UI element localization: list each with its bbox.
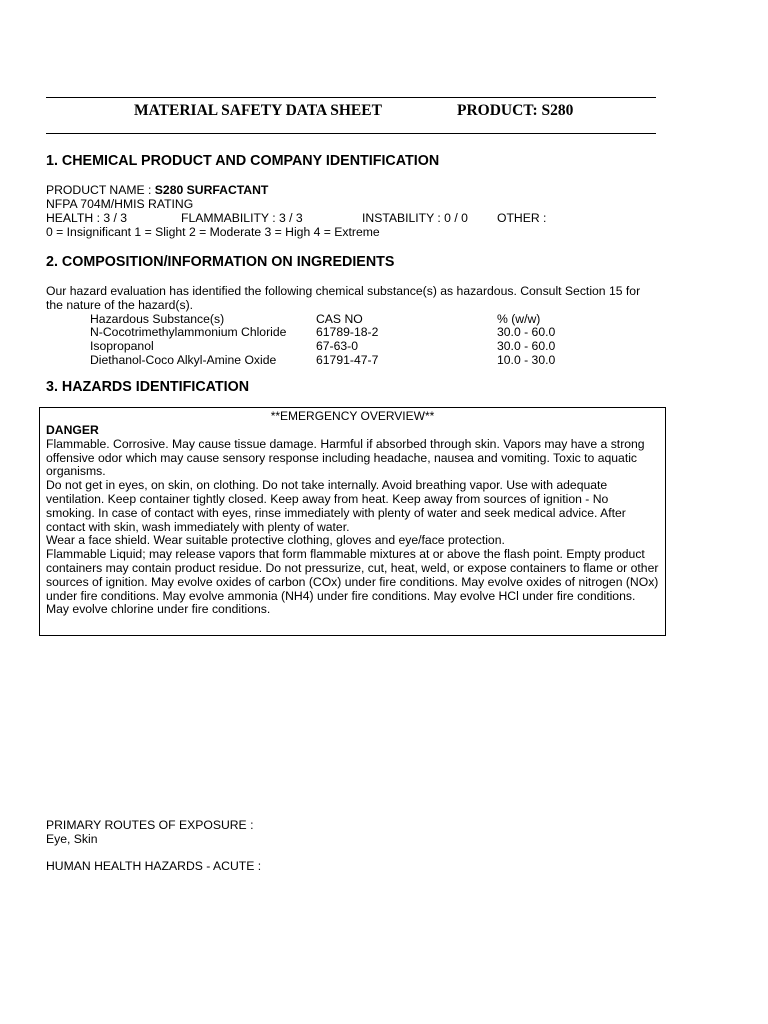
product-name-value: S280 SURFACTANT <box>154 183 269 197</box>
ingredient-name: Isopropanol <box>90 339 154 353</box>
rating-scale: 0 = Insignificant 1 = Slight 2 = Moderate 3 = High 4 = Extreme <box>46 225 380 239</box>
rating-title: NFPA 704M/HMIS RATING <box>46 197 194 211</box>
section2-intro-line1: Our hazard evaluation has identified the following chemical substance(s) as hazardous. Consult Section 15 for <box>46 284 641 298</box>
column-header-percent: % (w/w) <box>497 312 541 326</box>
instability-rating: INSTABILITY : 0 / 0 <box>362 211 468 225</box>
header-bottom-rule <box>46 133 656 134</box>
ingredient-cas: 61791-47-7 <box>316 353 379 367</box>
ingredient-cas: 61789-18-2 <box>316 325 379 339</box>
section1-heading: 1. CHEMICAL PRODUCT AND COMPANY IDENTIFICATION <box>46 153 440 169</box>
acute-hazards-label: HUMAN HEALTH HAZARDS - ACUTE : <box>46 859 262 873</box>
overview-line: containers may contain product residue. Do not pressurize, cut, heat, weld, or expose containers to flame or other <box>46 560 659 575</box>
overview-line: organisms. <box>46 464 106 479</box>
header-top-rule <box>46 97 656 98</box>
section3-heading: 3. HAZARDS IDENTIFICATION <box>46 379 250 395</box>
overview-line: May evolve chlorine under fire conditions. <box>46 602 271 617</box>
overview-line: Wear a face shield. Wear suitable protective clothing, gloves and eye/face protection. <box>46 533 505 548</box>
product-name-label: PRODUCT NAME : <box>46 183 155 197</box>
ingredient-percent: 30.0 - 60.0 <box>497 325 556 339</box>
emergency-overview-box <box>39 407 666 636</box>
overview-line: offensive odor which may cause sensory response including headache, nausea and vomiting. Toxic to aquatic <box>46 450 638 465</box>
column-header-cas: CAS NO <box>316 312 363 326</box>
other-rating: OTHER : <box>497 211 547 225</box>
overview-line: under fire conditions. May evolve ammonia (NH4) under fire conditions. May evolve HCl under fire conditions. <box>46 588 636 603</box>
ingredient-percent: 30.0 - 60.0 <box>497 339 556 353</box>
overview-line: contact with skin, wash immediately with plenty of water. <box>46 519 350 534</box>
emergency-overview-text <box>46 424 658 617</box>
ingredient-name: Diethanol-Coco Alkyl-Amine Oxide <box>90 353 277 367</box>
section2-heading: 2. COMPOSITION/INFORMATION ON INGREDIENTS <box>46 254 395 270</box>
overview-line: sources of ignition. May evolve oxides of carbon (COx) under fire conditions. May evolve oxides of nitrogen (NOx) <box>46 574 659 589</box>
routes-of-exposure-value: Eye, Skin <box>46 832 98 846</box>
product-name-line <box>46 183 268 197</box>
ingredient-cas: 67-63-0 <box>316 339 359 353</box>
ingredient-percent: 10.0 - 30.0 <box>497 353 556 367</box>
overview-line: Flammable. Corrosive. May cause tissue damage. Harmful if absorbed through skin. Vapors may have a strong <box>46 436 645 451</box>
signal-word: DANGER <box>46 423 99 437</box>
flammability-rating: FLAMMABILITY : 3 / 3 <box>181 211 303 225</box>
ingredient-name: N-Cocotrimethylammonium Chloride <box>90 325 287 339</box>
overview-line: Do not get in eyes, on skin, on clothing. Do not take internally. Avoid breathing vapor. Use with adequate <box>46 478 608 493</box>
document-title: MATERIAL SAFETY DATA SHEET <box>134 102 382 119</box>
emergency-overview-title: **EMERGENCY OVERVIEW** <box>270 409 435 423</box>
health-rating: HEALTH : 3 / 3 <box>46 211 128 225</box>
column-header-substance: Hazardous Substance(s) <box>90 312 225 326</box>
overview-line: ventilation. Keep container tightly closed. Keep away from heat. Keep away from sources of ignition - No <box>46 491 609 506</box>
overview-line: Flammable Liquid; may release vapors that form flammable mixtures at or above the flash point. Empty product <box>46 547 645 562</box>
section2-intro-line2: the nature of the hazard(s). <box>46 298 194 312</box>
product-code: PRODUCT: S280 <box>457 102 574 119</box>
routes-of-exposure-label: PRIMARY ROUTES OF EXPOSURE : <box>46 818 254 832</box>
overview-line: smoking. In case of contact with eyes, rinse immediately with plenty of water and seek medical advice. After <box>46 505 626 520</box>
